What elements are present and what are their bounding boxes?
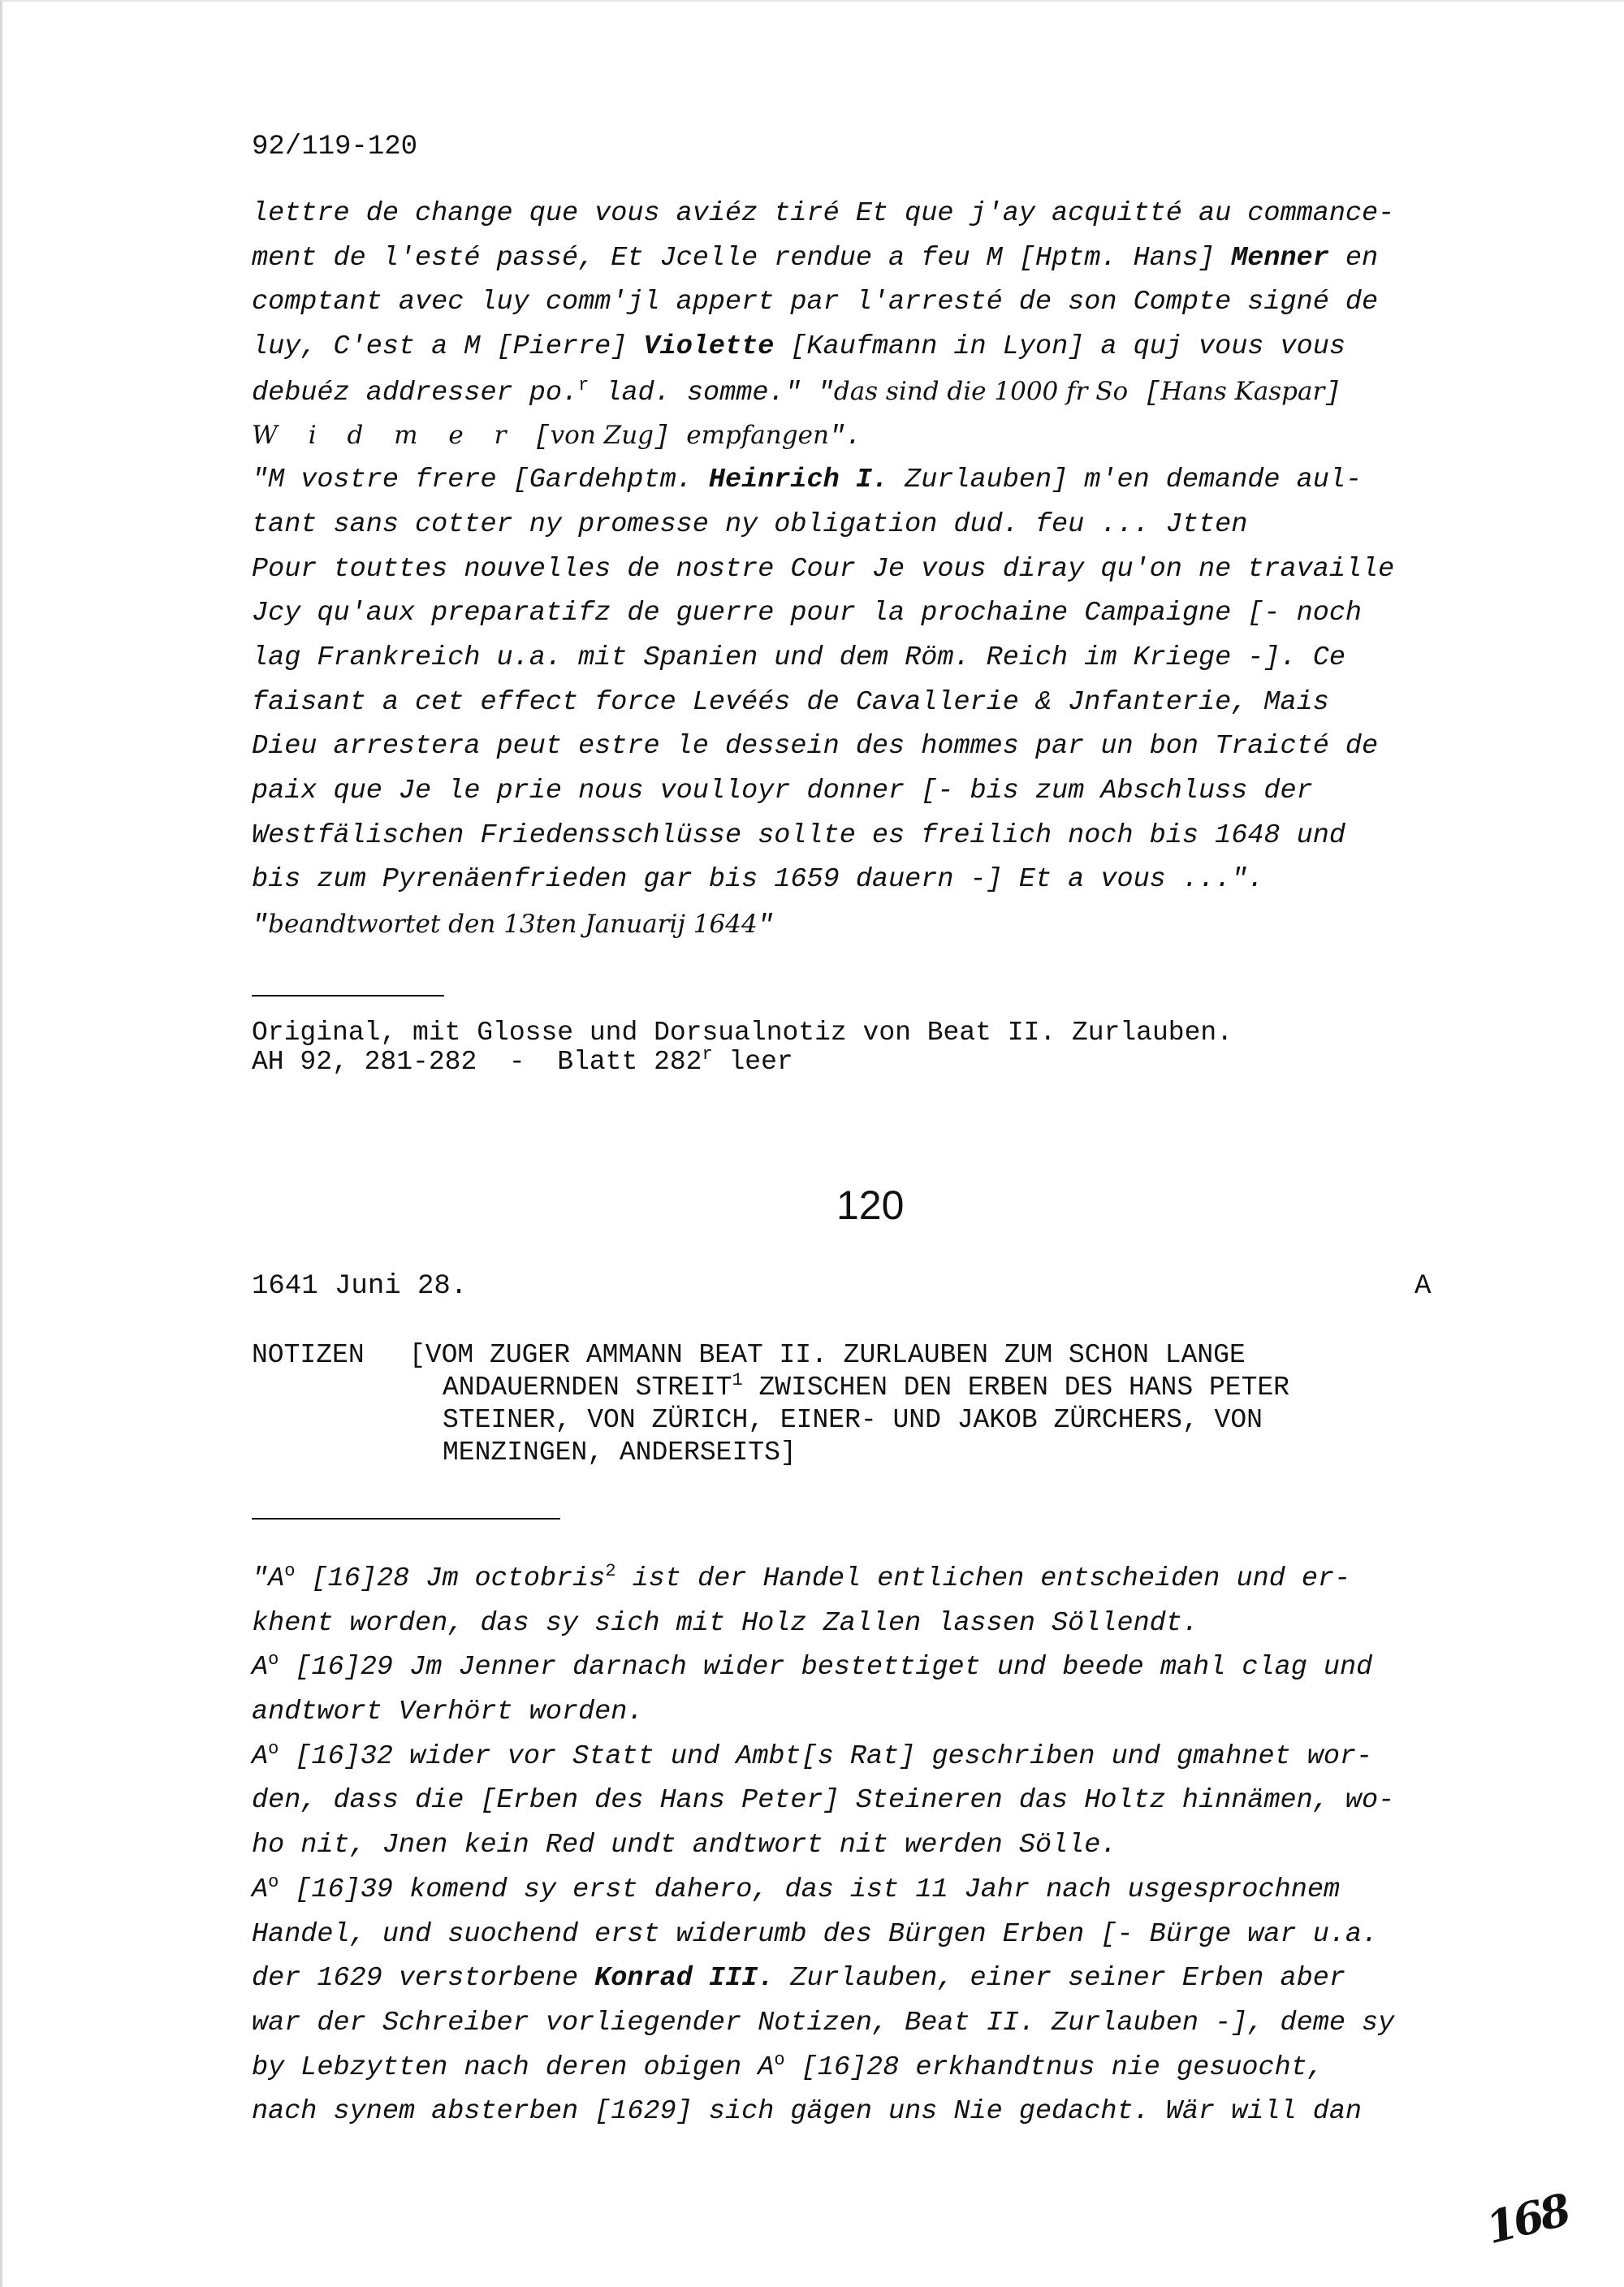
text-line: war der Schreiber vorliegender Notizen, Beat II. Zurlauben -], deme sy (252, 2007, 1395, 2038)
title-line: [VOM ZUGER AMMANN BEAT II. ZURLAUBEN ZUM SCHON LANGE (409, 1340, 1246, 1370)
text-line: der 1629 verstorbene Konrad III. Zurlauben, einer seiner Erben aber (252, 1963, 1345, 1995)
document-number: 120 (836, 1182, 905, 1228)
text-line: Handel, und suochend erst widerumb des Bürgen Erben [- Bürge war u.a. (252, 1918, 1379, 1950)
title-line: STEINER, VON ZÜRICH, EINER- UND JAKOB ZÜRCHERS, VON (443, 1405, 1263, 1435)
page-number-stamp: 168 (1480, 2183, 1573, 2255)
text-line: Westfälischen Friedensschlüsse sollte es freilich noch bis 1648 und (252, 819, 1345, 851)
text-line: den, dass die [Erben des Hans Peter] Steineren das Holtz hinnämen, wo- (252, 1785, 1395, 1817)
handwritten-gloss: das sind die 1000 fr So (833, 376, 1129, 406)
text-line: "$A^o$ [16]28 Jm octobris$^2$ ist der Handel entlichen entscheiden und er- (252, 1561, 1351, 1594)
text-line: debuéz addresser po.$^r$ lad. somme." "das sind die 1000 fr So [Hans Kaspar] (252, 374, 1341, 409)
person-name: Violette (643, 331, 775, 363)
document-date: 1641 Juni 28. (252, 1271, 468, 1302)
text-line: $A^o$ [16]29 Jm Jenner darnach wider bestettiget und beede mahl clag und (252, 1649, 1373, 1684)
text-line: Dieu arrestera peut estre le dessein des hommes par un bon Traicté de (252, 731, 1379, 763)
text-line: faisant a cet effect force Levéés de Cavallerie & Jnfanterie, Mais (252, 686, 1329, 718)
page-reference: 92/119-120 (252, 132, 418, 162)
text-line: Jcy qu'aux preparatifz de guerre pour la prochaine Campaigne [- noch (252, 598, 1363, 629)
text-line: luy, C'est a M [Pierre] Violette [Kaufmann in Lyon] a quj vous vous (252, 331, 1345, 363)
person-name: Menner (1231, 242, 1329, 274)
text-line: paix que Je le prie nous voulloyr donner [- bis zum Abschluss der (252, 775, 1313, 806)
notes-text (252, 1557, 1518, 2134)
letter-excerpt (252, 192, 1518, 947)
person-name: Konrad III. (594, 1963, 775, 1995)
document-classification: A (1415, 1271, 1432, 1302)
footnote-rule (252, 995, 444, 997)
text-line: ment de l'esté passé, Et Jcelle rendue a feu M [Hptm. Hans] Menner en (252, 242, 1379, 274)
text-line: bis zum Pyrenäenfrieden gar bis 1659 dauern -] Et a vous ...". (252, 864, 1264, 896)
text-line: lettre de change que vous aviéz tiré Et que j'ay acquitté au commance- (252, 198, 1395, 229)
text-line: ho nit, Jnen kein Red undt andtwort nit werden Sölle. (252, 1830, 1117, 1861)
text-line: by Lebzytten nach deren obigen $A^o$ [16]28 erkhandtnus nie gesuocht, (252, 2049, 1324, 2083)
text-line: khent worden, das sy sich mit Holz Zallen lassen Söllendt. (252, 1607, 1199, 1639)
person-name: Heinrich I. (708, 465, 889, 496)
text-line: "beandtwortet den 13ten Januarij 1644" (252, 910, 774, 941)
title-line: ANDAUERNDEN STREIT$^1$ ZWISCHEN DEN ERBEN DES HANS PETER (443, 1370, 1289, 1403)
text-line: Pour touttes nouvelles de nostre Cour Je vous diray qu'on ne travaille (252, 553, 1395, 585)
text-line: lag Frankreich u.a. mit Spanien und dem Röm. Reich im Kriege -]. Ce (252, 642, 1345, 673)
text-line: $A^o$ [16]32 wider vor Statt und Ambt[s Rat] geschriben und gmahnet wor- (252, 1738, 1373, 1772)
dorsal-note: beandtwortet den 13ten Januarij 1644 (268, 910, 758, 939)
source-note-line2: AH 92, 281-282 - Blatt 282$^r$ leer (252, 1044, 793, 1077)
text-line: comptant avec luy comm'jl appert par l'arresté de son Compte signé de (252, 287, 1379, 318)
section-rule (252, 1518, 560, 1520)
source-note-line1: Original, mit Glosse und Dorsualnotiz von Beat II. Zurlauben. (252, 1018, 1233, 1048)
title-label: NOTIZEN (252, 1340, 381, 1370)
text-line: W i d m e r [von Zug] empfangen". (252, 421, 862, 453)
handwritten-name: W i d m e r (252, 421, 518, 451)
text-line: $A^o$ [16]39 komend sy erst dahero, das ist 11 Jahr nach usgesprochnem (252, 1871, 1341, 1905)
title-line: MENZINGEN, ANDERSEITS] (443, 1437, 797, 1468)
text-line: "M vostre frere [Gardehptm. Heinrich I. Zurlauben] m'en demande aul- (252, 465, 1363, 496)
text-line: tant sans cotter ny promesse ny obligation dud. feu ... Jtten (252, 508, 1248, 540)
text-line: nach synem absterben [1629] sich gägen uns Nie gedacht. Wär will dan (252, 2096, 1363, 2128)
text-line: andtwort Verhört worden. (252, 1697, 644, 1728)
